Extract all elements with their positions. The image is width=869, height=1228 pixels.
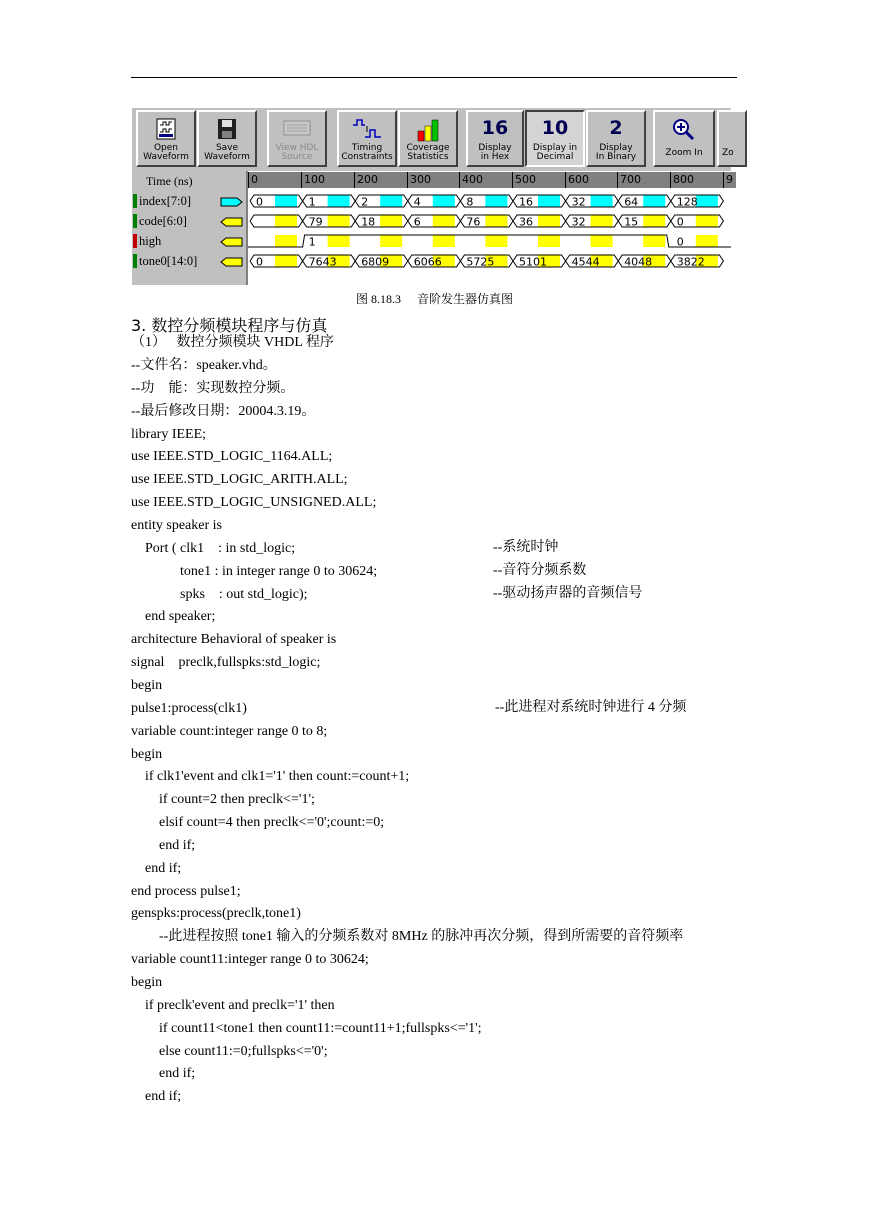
- display-hex-button[interactable]: [466, 110, 524, 167]
- code-line: variable count:integer range 0 to 8;: [131, 723, 328, 739]
- coverage-label: Coverage Statistics: [406, 143, 450, 162]
- code-line: library IEEE;: [131, 426, 207, 442]
- signal-name: high: [139, 234, 162, 248]
- code-line: end process pulse1;: [131, 883, 241, 899]
- wave-highlight: [696, 235, 718, 247]
- code-line: --此进程按照 tone1 输入的分频系数对 8MHz 的脉冲再次分频，得到所需要的音符频率: [131, 929, 684, 945]
- code-line: end speaker;: [131, 609, 216, 625]
- timing-constraints-button[interactable]: [337, 110, 397, 167]
- code-line: if count=2 then preclk<='1';: [131, 792, 315, 808]
- bar-chart-icon: [414, 117, 442, 143]
- figure-caption: [0, 290, 869, 307]
- wave-highlight: [485, 195, 507, 207]
- code-line: variable count11:integer range 0 to 30624;: [131, 952, 369, 968]
- code-line: genspks:process(preclk,tone1): [131, 906, 301, 922]
- time-tick: 500: [512, 172, 565, 188]
- wave-value: 4: [413, 195, 421, 209]
- code-line: use IEEE.STD_LOGIC_ARITH.ALL;: [131, 472, 348, 488]
- wave-highlight: [591, 215, 613, 227]
- code-line: spks : out std_logic);: [131, 586, 308, 602]
- simulator-panel: [132, 108, 734, 285]
- time-header: Time (ns): [146, 174, 193, 188]
- wave-value: 79: [308, 215, 323, 229]
- code-line: begin: [131, 746, 163, 762]
- code-line: entity speaker is: [131, 518, 222, 533]
- code-line: tone1 : in integer range 0 to 30624;: [131, 563, 378, 579]
- signal-names-pane: [132, 171, 248, 285]
- signal-marker: [133, 234, 137, 248]
- wave-highlight: [328, 195, 350, 207]
- code-line: use IEEE.STD_LOGIC_1164.ALL;: [131, 449, 333, 465]
- wave-highlight: [485, 235, 507, 247]
- keyboard-icon: [282, 117, 312, 139]
- wave-highlight: [328, 235, 350, 247]
- wave-value: 16: [519, 195, 533, 209]
- timing-wave-icon: [351, 117, 383, 141]
- code-line: Port ( clk1 : in std_logic;: [131, 540, 296, 556]
- wave-value: 0: [256, 255, 263, 269]
- code-line: architecture Behavioral of speaker is: [131, 632, 337, 648]
- wave-highlight: [433, 195, 455, 207]
- signal-name: code[6:0]: [139, 214, 187, 228]
- save-waveform-button[interactable]: [197, 110, 257, 167]
- time-tick: 800: [670, 172, 723, 188]
- open-waveform-button[interactable]: [136, 110, 196, 167]
- simulator-toolbar: [132, 108, 734, 170]
- coverage-statistics-button[interactable]: [398, 110, 458, 167]
- input-arrow-icon: [220, 216, 244, 228]
- save-floppy-icon: [215, 117, 239, 141]
- code-line: if count11<tone1 then count11:=count11+1;fullspks<='1';: [131, 1020, 482, 1036]
- wave-value: 36: [519, 215, 533, 229]
- wave-highlight: [538, 215, 560, 227]
- wave-value: 6: [413, 215, 421, 229]
- wave-value: 76: [466, 215, 481, 229]
- open-waveform-label: Open Waveform: [143, 143, 189, 162]
- wave-value: 6809: [361, 255, 390, 269]
- figure-number: 图 8.18.3: [355, 292, 401, 306]
- wave-value: 8: [466, 195, 474, 209]
- subsection-heading: （1） 数控分频模块 VHDL 程序: [131, 335, 334, 350]
- wave-value: 4544: [571, 255, 600, 269]
- zoom-in-icon: [671, 117, 697, 143]
- wave-highlight: [275, 195, 297, 207]
- time-tick: 9: [723, 172, 736, 188]
- signal-marker: [133, 194, 137, 208]
- code-comment-tone: --音符分频系数: [493, 563, 587, 578]
- view-hdl-label: View HDL Source: [275, 143, 319, 162]
- wave-highlight: [380, 215, 402, 227]
- wave-highlight: [643, 195, 665, 207]
- signal-marker: [133, 214, 137, 228]
- decimal-glyph: 10: [541, 117, 569, 139]
- signal-row-index[interactable]: [132, 191, 246, 211]
- code-line: else count11:=0;fullspks<='0';: [131, 1043, 328, 1059]
- wave-value: 4048: [624, 255, 653, 269]
- signal-name: index[7:0]: [139, 194, 192, 208]
- output-arrow-icon: [220, 196, 244, 208]
- code-line: begin: [131, 677, 163, 693]
- wave-highlight: [433, 235, 455, 247]
- code-line: end if;: [131, 1089, 182, 1105]
- wave-value: 5101: [519, 255, 547, 269]
- display-decimal-button[interactable]: [525, 110, 585, 167]
- wave-highlight: [275, 255, 297, 267]
- wave-value: 2: [361, 195, 369, 209]
- code-line: use IEEE.STD_LOGIC_UNSIGNED.ALL;: [131, 495, 377, 511]
- zoom-in-label: Zoom In: [665, 148, 703, 158]
- wave-value: 15: [624, 215, 639, 229]
- time-tick: 300: [407, 172, 460, 188]
- wave-value: 1: [308, 235, 316, 249]
- zoom-in-button[interactable]: [653, 110, 715, 167]
- section-heading: 3. 数控分频模块程序与仿真: [131, 316, 328, 335]
- wave-value: 32: [571, 215, 586, 229]
- code-comment-pulse: --此进程对系统时钟进行 4 分频: [495, 700, 687, 715]
- wave-highlight: [696, 215, 718, 227]
- signal-row-high[interactable]: [132, 231, 246, 251]
- wave-highlight: [643, 235, 665, 247]
- zoom-out-button[interactable]: [717, 110, 747, 167]
- code-line: --文件名：speaker.vhd。: [131, 358, 277, 373]
- wave-highlight: [591, 195, 613, 207]
- code-line: end if;: [131, 860, 182, 876]
- waveform-plot[interactable]: [248, 171, 731, 285]
- code-line: --功 能：实现数控分频。: [131, 380, 295, 396]
- time-tick: 100: [301, 172, 354, 188]
- wave-highlight: [380, 195, 402, 207]
- wave-value: 3822: [676, 255, 705, 269]
- code-line: end if;: [131, 1066, 196, 1082]
- wave-highlight: [275, 215, 297, 227]
- signal-name: tone0[14:0]: [139, 254, 198, 268]
- wave-highlight: [328, 215, 350, 227]
- wave-value: 0: [256, 195, 263, 209]
- wave-value: 0: [676, 235, 684, 249]
- signal-row-code[interactable]: [132, 211, 246, 231]
- time-tick: 200: [354, 172, 407, 188]
- signal-marker: [133, 254, 137, 268]
- input-arrow-icon: [220, 236, 244, 248]
- wave-highlight: [643, 215, 665, 227]
- code-line: --最后修改日期：20004.3.19。: [131, 403, 316, 419]
- waveform-traces: [248, 171, 731, 285]
- display-binary-button[interactable]: [586, 110, 646, 167]
- wave-highlight: [538, 195, 560, 207]
- code-line: if preclk'event and preclk='1' then: [131, 997, 335, 1013]
- wave-value: 18: [361, 215, 376, 229]
- zoom-out-label: Zo: [722, 148, 734, 158]
- wave-highlight: [380, 235, 402, 247]
- save-waveform-label: Save Waveform: [204, 143, 250, 162]
- code-comment-spks: --驱动扬声器的音频信号: [493, 586, 643, 601]
- code-line: elsif count=4 then preclk<='0';count:=0;: [131, 815, 385, 830]
- hex-glyph: 16: [481, 117, 509, 139]
- wave-value: 7643: [308, 255, 337, 269]
- code-line: if clk1'event and clk1='1' then count:=count+1;: [131, 769, 410, 785]
- code-comment-clk: --系统时钟: [493, 540, 559, 555]
- wave-value: 128: [676, 195, 698, 209]
- view-hdl-source-button[interactable]: [267, 110, 327, 167]
- binary-glyph: 2: [609, 117, 623, 139]
- wave-highlight: [591, 235, 613, 247]
- time-tick: 700: [617, 172, 670, 188]
- wave-highlight: [485, 215, 507, 227]
- open-waveform-icon: [154, 117, 178, 141]
- wave-highlight: [696, 195, 718, 207]
- decimal-label: Display in Decimal: [532, 143, 578, 162]
- wave-value: 5725: [466, 255, 495, 269]
- timing-label: Timing Constraints: [341, 143, 393, 162]
- time-tick: 0: [248, 172, 302, 188]
- signal-row-tone0[interactable]: [132, 251, 246, 271]
- wave-highlight: [538, 235, 560, 247]
- wave-value: 1: [308, 195, 316, 209]
- binary-label: Display In Binary: [595, 143, 637, 162]
- waveform-viewer: [132, 171, 731, 285]
- wave-highlight: [433, 215, 455, 227]
- code-line: signal preclk,fullspks:std_logic;: [131, 655, 321, 670]
- code-line: begin: [131, 975, 163, 990]
- wave-highlight: [275, 235, 297, 247]
- wave-value: 0: [676, 215, 684, 229]
- wave-value: 64: [624, 195, 639, 209]
- header-rule: [131, 77, 737, 78]
- time-tick: 400: [459, 172, 512, 188]
- code-line: end if;: [131, 837, 196, 853]
- code-line: pulse1:process(clk1): [131, 700, 247, 716]
- figure-title: 音阶发生器仿真图: [417, 292, 514, 306]
- wave-value: 32: [571, 195, 586, 209]
- input-arrow-icon: [220, 256, 244, 268]
- wave-value: 6066: [413, 255, 442, 269]
- time-tick: 600: [565, 172, 618, 188]
- hex-label: Display in Hex: [478, 143, 512, 162]
